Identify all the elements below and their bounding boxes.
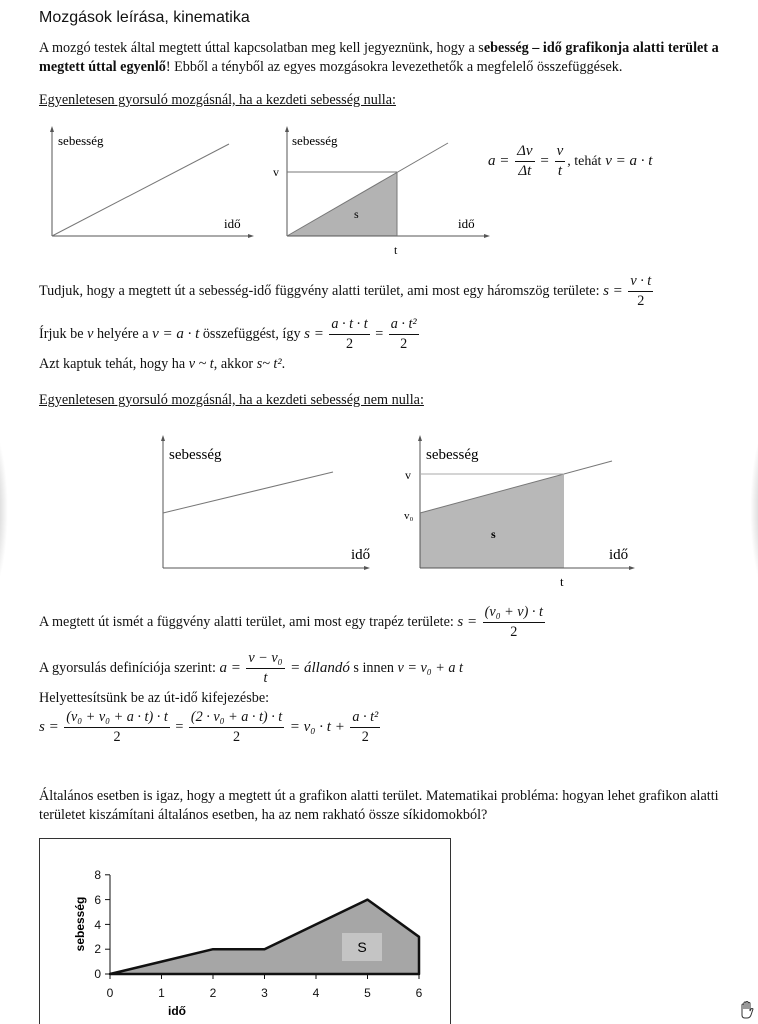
x-axis-label: idő xyxy=(609,547,629,563)
v0-label: v₀ xyxy=(404,510,414,522)
area-annotation-label: S xyxy=(357,939,367,955)
x-tick: 6 xyxy=(415,986,423,1000)
x-axis-title: idő xyxy=(168,1004,186,1018)
page-title: Mozgások leírása, kinematika xyxy=(39,9,250,26)
substitute-line: Helyettesítsünk be az út-idő kifejezésbe: xyxy=(39,690,270,706)
graph-velocity-time-triangle-area xyxy=(270,124,490,259)
x-axis-label: idő xyxy=(224,216,241,231)
area-s-label: s xyxy=(491,527,496,541)
area-s-label: s xyxy=(354,207,359,221)
page-edge-shadow-right xyxy=(750,420,758,600)
x-tick: 1 xyxy=(158,986,165,1000)
y-axis-label: sebesség xyxy=(292,133,338,148)
x-axis-label: idő xyxy=(458,216,475,231)
trapezoid-area-line: A megtett út ismét a függvény alatti terület, ami most egy trapéz területe: s = $\frac{\text{(v₀ + v) · t}}{2}$ xyxy=(39,604,543,640)
graph-velocity-time-trapezoid-area xyxy=(400,433,635,590)
area-chart-velocity-time xyxy=(39,838,452,1024)
y-axis-label: sebesség xyxy=(426,447,479,463)
triangle-area-line: Tudjuk, hogy a megtett út a sebesség-idő függvény alatti terület, ami most egy háromszög területe: s = $\frac{v \cdot t}{2}$ xyxy=(39,273,652,309)
y-axis-label: sebesség xyxy=(169,447,222,463)
y-axis-title: sebesség xyxy=(73,896,87,952)
y-tick: 6 xyxy=(94,893,101,907)
general-case-paragraph: Általános esetben is igaz, hogy a megtett út a grafikon alatti terület. Matematikai probléma: hogyan lehet grafikon alatti területet kiszámítani általános esetben, ha az nem rakható össze síkidomokból? xyxy=(39,788,719,823)
t-label: t xyxy=(560,574,564,589)
hand-cursor-icon xyxy=(738,1000,756,1020)
v-label: v xyxy=(405,468,411,482)
y-tick: 0 xyxy=(94,967,101,981)
t-label: t xyxy=(394,243,398,257)
y-tick: 2 xyxy=(94,942,101,956)
section1-heading: Egyenletesen gyorsuló mozgásnál, ha a kezdeti sebesség nulla: xyxy=(39,92,396,108)
y-tick: 4 xyxy=(94,918,101,932)
substitution-line: Írjuk be v helyére a v = a · t összefüggést, így s = $\frac{a \cdot t \cdot t}{2}$ = $\frac{\text{a · t²}}{2}$ xyxy=(39,316,417,352)
intro-paragraph: A mozgó testek által megtett úttal kapcsolatban meg kell jegyeznünk, hogy a sebesség – idő grafikonja alatti terület a megtett úttal egyenlő! Ebből a tényből az egyes mozgásokra levezethetők a megfelelő összefüggések. xyxy=(39,40,719,75)
x-tick: 5 xyxy=(364,986,371,1000)
acceleration-formula: a = $\frac{\Delta v}{\Delta t}$ = $\frac{v}{t}$ , tehát v = a · t xyxy=(488,143,653,179)
x-tick: 3 xyxy=(261,986,268,1000)
x-tick: 4 xyxy=(312,986,320,1000)
graph-velocity-time-nonzero-start xyxy=(155,433,370,573)
x-axis-label: idő xyxy=(351,547,370,563)
y-tick: 8 xyxy=(94,868,101,882)
x-tick: 0 xyxy=(106,986,114,1000)
acceleration-definition-line: A gyorsulás definíciója szerint: a = $\frac{\text{v − v₀}}{t}$ = állandó s innen v = v₀ + a t xyxy=(39,650,463,686)
graph-velocity-time-zero-start xyxy=(44,124,254,242)
section2-heading: Egyenletesen gyorsuló mozgásnál, ha a kezdeti sebesség nem nulla: xyxy=(39,392,424,408)
conclusion-line: Azt kaptuk tehát, hogy ha v ~ t, akkor s~ t². xyxy=(39,356,286,372)
v-label: v xyxy=(273,165,279,179)
page-edge-shadow-left xyxy=(0,420,8,600)
y-axis-label: sebesség xyxy=(58,133,104,148)
x-tick: 2 xyxy=(209,986,217,1000)
displacement-derivation: s = $\frac{\text{(v₀ + v₀ + a · t) · t}}{2}$ = $\frac{\text{(2 · v₀ + a · t) · t}}{2}$ = v₀ · t + $\frac{\text{a · t²}}{2}$ xyxy=(39,709,379,745)
